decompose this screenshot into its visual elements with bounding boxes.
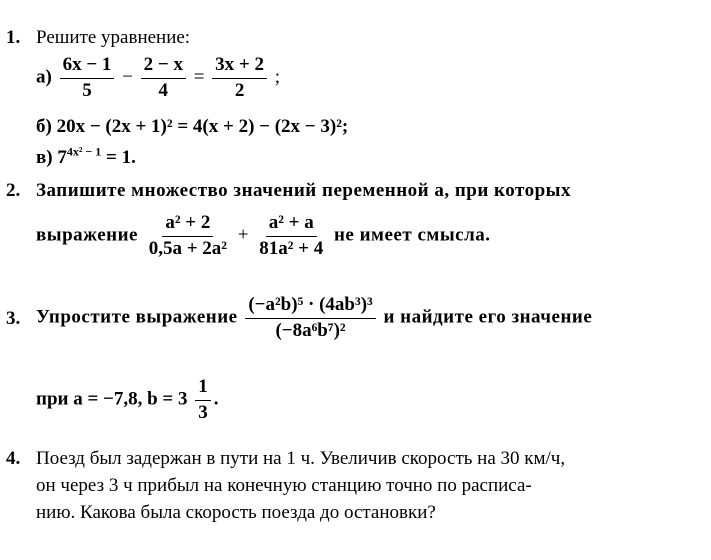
problem-number: 4.: [6, 448, 21, 469]
denominator: 2: [234, 79, 245, 101]
part-label: в): [36, 147, 53, 168]
fraction: [256, 212, 326, 261]
fraction: [212, 54, 267, 103]
problem-3-expression: [36, 294, 592, 343]
exponent: 4x² − 1: [66, 144, 102, 159]
terminator: .: [213, 388, 219, 410]
denominator: 5: [82, 79, 92, 101]
equals-sign: =: [193, 66, 205, 88]
operator: +: [237, 224, 249, 246]
denominator: 4: [158, 79, 169, 101]
problem-number: 3.: [6, 308, 21, 329]
problem-prompt: Решите уравнение:: [36, 27, 191, 48]
problem-3-values: [36, 376, 219, 425]
problem-line: он через 3 ч прибыл на конечную станцию точно по расписа-: [36, 475, 532, 496]
numerator: a² + 2: [162, 212, 213, 237]
problem-1a: [36, 54, 280, 103]
fraction: [245, 294, 375, 343]
denominator: 3: [198, 401, 208, 423]
numerator: 2 − x: [141, 54, 186, 79]
part-label: а): [36, 66, 52, 88]
problem-line: нию. Какова была скорость поезда до остановки?: [36, 502, 436, 523]
problem-text: Запишите множество значений переменной a, при которых: [36, 180, 571, 201]
fraction: [60, 54, 115, 103]
lead-text: Упростите выражение: [36, 306, 238, 328]
problem-line: Поезд был задержан в пути на 1 ч. Увеличив скорость на 30 км/ч,: [36, 448, 566, 469]
mixed-fraction: [195, 376, 211, 425]
denominator: (−8a⁶b⁷)²: [275, 319, 346, 341]
terminator: ;: [274, 66, 281, 88]
values-text: при a = −7,8, b = 3: [36, 388, 188, 410]
fraction: [146, 212, 230, 261]
denominator: 0,5a + 2a²: [148, 237, 227, 259]
equation-rest: = 1.: [101, 147, 136, 168]
denominator: 81a² + 4: [259, 237, 324, 259]
numerator: 3x + 2: [212, 54, 267, 79]
fraction: [141, 54, 186, 103]
numerator: 1: [195, 376, 211, 401]
lead-text: выражение: [36, 224, 138, 246]
problem-number: 2.: [6, 180, 21, 201]
problem-1c: [36, 144, 136, 170]
numerator: (−a²b)⁵ · (4ab³)³: [245, 294, 375, 319]
problem-1b: [36, 116, 348, 139]
part-label: б): [36, 116, 52, 137]
base: 7: [57, 147, 67, 168]
numerator: 6x − 1: [60, 54, 115, 79]
tail-text: не имеет смысла.: [333, 224, 491, 246]
operator: −: [122, 66, 133, 88]
problem-2-expression: [36, 212, 491, 261]
numerator: a² + a: [266, 212, 317, 237]
equation: 20x − (2x + 1)² = 4(x + 2) − (2x − 3)²;: [56, 116, 349, 137]
problem-number: 1.: [6, 27, 21, 48]
tail-text: и найдите его значение: [383, 306, 593, 328]
